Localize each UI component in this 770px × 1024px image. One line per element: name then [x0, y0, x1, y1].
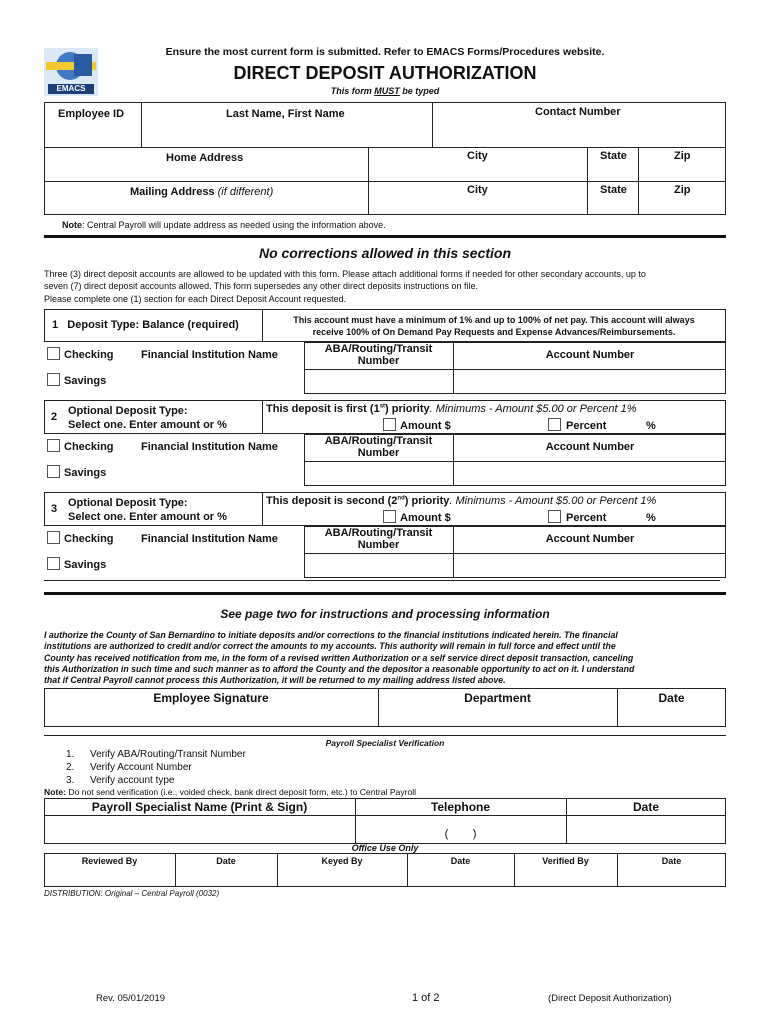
page-number: 1 of 2	[412, 992, 440, 1004]
deposit-2-account-label: Account Number	[545, 441, 635, 453]
verification-item: 2. Verify Account Number	[66, 762, 192, 773]
signature-date-field[interactable]	[618, 706, 725, 726]
specialist-date-label: Date	[632, 800, 659, 814]
deposit-2-fin-inst-label: Financial Institution Name	[141, 441, 278, 453]
deposit-2-account-field[interactable]	[454, 462, 725, 485]
deposit-2-percent-checkbox[interactable]	[548, 418, 561, 431]
specialist-telephone-label: Telephone	[430, 800, 491, 814]
contact-number-label: Contact Number	[535, 106, 621, 118]
verification-item: 3. Verify account type	[66, 775, 175, 786]
section-intro-1: Three (3) direct deposit accounts are allowed to be updated with this form. Please attach additional forms if needed for other secondary accounts, up to	[44, 269, 646, 279]
deposit-3-num: 3	[51, 503, 58, 515]
page-title: DIRECT DEPOSIT AUTHORIZATION	[233, 63, 537, 83]
home-address-field[interactable]	[45, 164, 367, 180]
deposit-1-savings-label: Savings	[64, 375, 107, 387]
office-use-title: Office Use Only	[351, 843, 419, 853]
deposit-3-routing-field[interactable]	[305, 554, 452, 577]
deposit-1-savings-checkbox[interactable]	[47, 373, 60, 386]
deposit-2-percent-sign: %	[646, 420, 656, 432]
deposit-end-line	[44, 580, 720, 581]
verification-title: Payroll Specialist Verification	[325, 738, 445, 748]
deposit-1-checking-checkbox[interactable]	[47, 347, 60, 360]
deposit-2-aba-label: ABA/Routing/Transit Number	[324, 435, 433, 459]
specialist-name-label: Payroll Specialist Name (Print & Sign)	[91, 800, 308, 814]
deposit-2-num: 2	[51, 411, 58, 423]
employee-signature-field[interactable]	[45, 706, 377, 726]
deposit-3-aba-label: ABA/Routing/Transit Number	[324, 527, 433, 551]
verification-separator	[44, 735, 726, 736]
deposit-2-savings-checkbox[interactable]	[47, 465, 60, 478]
deposit-1-fin-inst-label: Financial Institution Name	[141, 349, 278, 361]
deposit-1-aba-label: ABA/Routing/Transit Number	[324, 343, 433, 367]
deposit-3-checking-checkbox[interactable]	[47, 531, 60, 544]
address-note: Note: Central Payroll will update address as needed using the information above.	[62, 220, 386, 230]
verification-note: Note: Do not send verification (i.e., voided check, bank direct deposit form, etc.) to Central Payroll	[44, 787, 417, 797]
deposit-1-fin-inst-field[interactable]	[120, 366, 300, 392]
verified-date-label: Date	[661, 856, 682, 866]
reviewed-by-label: Reviewed By	[81, 856, 138, 866]
home-address-label: Home Address	[166, 152, 244, 164]
specialist-name-field[interactable]	[45, 816, 354, 843]
reviewed-date-label: Date	[216, 856, 236, 866]
deposit-1-routing-field[interactable]	[305, 370, 452, 393]
contact-number-field[interactable]	[433, 120, 725, 146]
signature-date-label: Date	[658, 691, 685, 705]
deposit-3-savings-checkbox[interactable]	[47, 557, 60, 570]
see-page-two: See page two for instructions and processing information	[220, 607, 550, 621]
deposit-2-amount-checkbox[interactable]	[383, 418, 396, 431]
specialist-date-field[interactable]	[567, 816, 725, 843]
deposit-3-amount-label: Amount $	[400, 512, 451, 524]
name-label: Last Name, First Name	[226, 108, 345, 120]
deposit-2-routing-field[interactable]	[305, 462, 452, 485]
deposit-3-priority: This deposit is second (2nd) priority. Minimums - Amount $5.00 or Percent 1%	[266, 495, 657, 507]
revision-date: Rev. 05/01/2019	[96, 993, 166, 1004]
deposit-2-amount-label: Amount $	[400, 420, 451, 432]
department-field[interactable]	[379, 706, 616, 726]
keyed-by-label: Keyed By	[321, 856, 363, 866]
mailing-address-label: Mailing Address (if different)	[130, 186, 274, 198]
deposit-1-account-field[interactable]	[454, 370, 725, 393]
logo-text: EMACS	[56, 84, 86, 93]
page-subtitle: This form MUST be typed	[330, 86, 440, 96]
employee-id-field[interactable]	[45, 122, 140, 146]
mailing-city-label: City	[467, 184, 488, 196]
deposit-1-account-label: Account Number	[545, 349, 635, 361]
authorization-text: I authorize the County of San Bernardino to initiate deposits and/or corrections to the financial institutions indicated herein. The financial institutions are authorized to credit and/or correct the amounts to my accounts. This authority will remain in full force and effect until the County has received notification from me, in the form of a revised written Authorization or a self service direct deposit transaction, canceling this Authorization in such time and such manner as to afford the County and the depositor a reasonable opportunity to act on it. I understand that if Central Payroll cannot process this Authorization, it will be returned to my mailing address listed above.	[44, 630, 635, 686]
deposit-1-checking-label: Checking	[64, 349, 114, 361]
deposit-3-percent-label: Percent	[566, 512, 607, 524]
verified-by-label: Verified By	[542, 856, 589, 866]
deposit-2-type: Optional Deposit Type: Select one. Enter amount or %	[68, 405, 227, 431]
section-title: No corrections allowed in this section	[258, 245, 512, 261]
deposit-3-type: Optional Deposit Type: Select one. Enter amount or %	[68, 497, 227, 523]
deposit-3-account-label: Account Number	[545, 533, 635, 545]
deposit-3-savings-label: Savings	[64, 559, 107, 571]
verification-item: 1. Verify ABA/Routing/Transit Number	[66, 749, 246, 760]
employee-signature-label: Employee Signature	[153, 691, 269, 705]
keyed-date-label: Date	[450, 856, 471, 866]
home-state-label: State	[600, 150, 627, 162]
employee-id-label: Employee ID	[58, 108, 125, 120]
header-notice: Ensure the most current form is submitted. Refer to EMACS Forms/Procedures website.	[165, 46, 605, 58]
deposit-3-percent-checkbox[interactable]	[548, 510, 561, 523]
section-divider	[44, 235, 726, 238]
deposit-2-checking-checkbox[interactable]	[47, 439, 60, 452]
deposit-3-percent-sign: %	[646, 512, 656, 524]
emacs-logo	[44, 48, 98, 96]
deposit-3-fin-inst-label: Financial Institution Name	[141, 533, 278, 545]
name-field[interactable]	[142, 122, 431, 146]
deposit-2-percent-label: Percent	[566, 420, 607, 432]
deposit-1-rule: This account must have a minimum of 1% and up to 100% of net pay. This account will always receive 100% of On Demand Pay Requests and Expense Advances/Reimbursements.	[293, 315, 695, 337]
mailing-zip-label: Zip	[674, 184, 691, 196]
deposit-2-priority: This deposit is first (1st) priority. Minimums - Amount $5.00 or Percent 1%	[266, 403, 637, 415]
deposit-2-savings-label: Savings	[64, 467, 107, 479]
distribution-note: DISTRIBUTION: Original – Central Payroll (0032)	[44, 889, 220, 898]
verification-list	[66, 748, 246, 787]
home-zip-label: Zip	[674, 150, 691, 162]
section-intro-3: Please complete one (1) section for each Direct Deposit Account requested.	[44, 294, 347, 304]
department-label: Department	[464, 691, 531, 705]
section-intro-2: seven (7) direct deposit accounts allowed. This form supersedes any other direct deposits instructions on file.	[44, 281, 479, 291]
specialist-telephone-field[interactable]: ( )	[444, 828, 477, 840]
deposit-3-account-field[interactable]	[454, 554, 725, 577]
deposit-3-checking-label: Checking	[64, 533, 114, 545]
mailing-state-label: State	[600, 184, 627, 196]
deposit-3-amount-checkbox[interactable]	[383, 510, 396, 523]
deposit-1-type: 1 Deposit Type: Balance (required)	[52, 319, 239, 331]
form-name-footer: (Direct Deposit Authorization)	[548, 993, 672, 1004]
mailing-address-field[interactable]	[45, 198, 367, 214]
deposit-2-checking-label: Checking	[64, 441, 114, 453]
home-city-label: City	[467, 150, 488, 162]
section-end-divider	[44, 592, 726, 595]
